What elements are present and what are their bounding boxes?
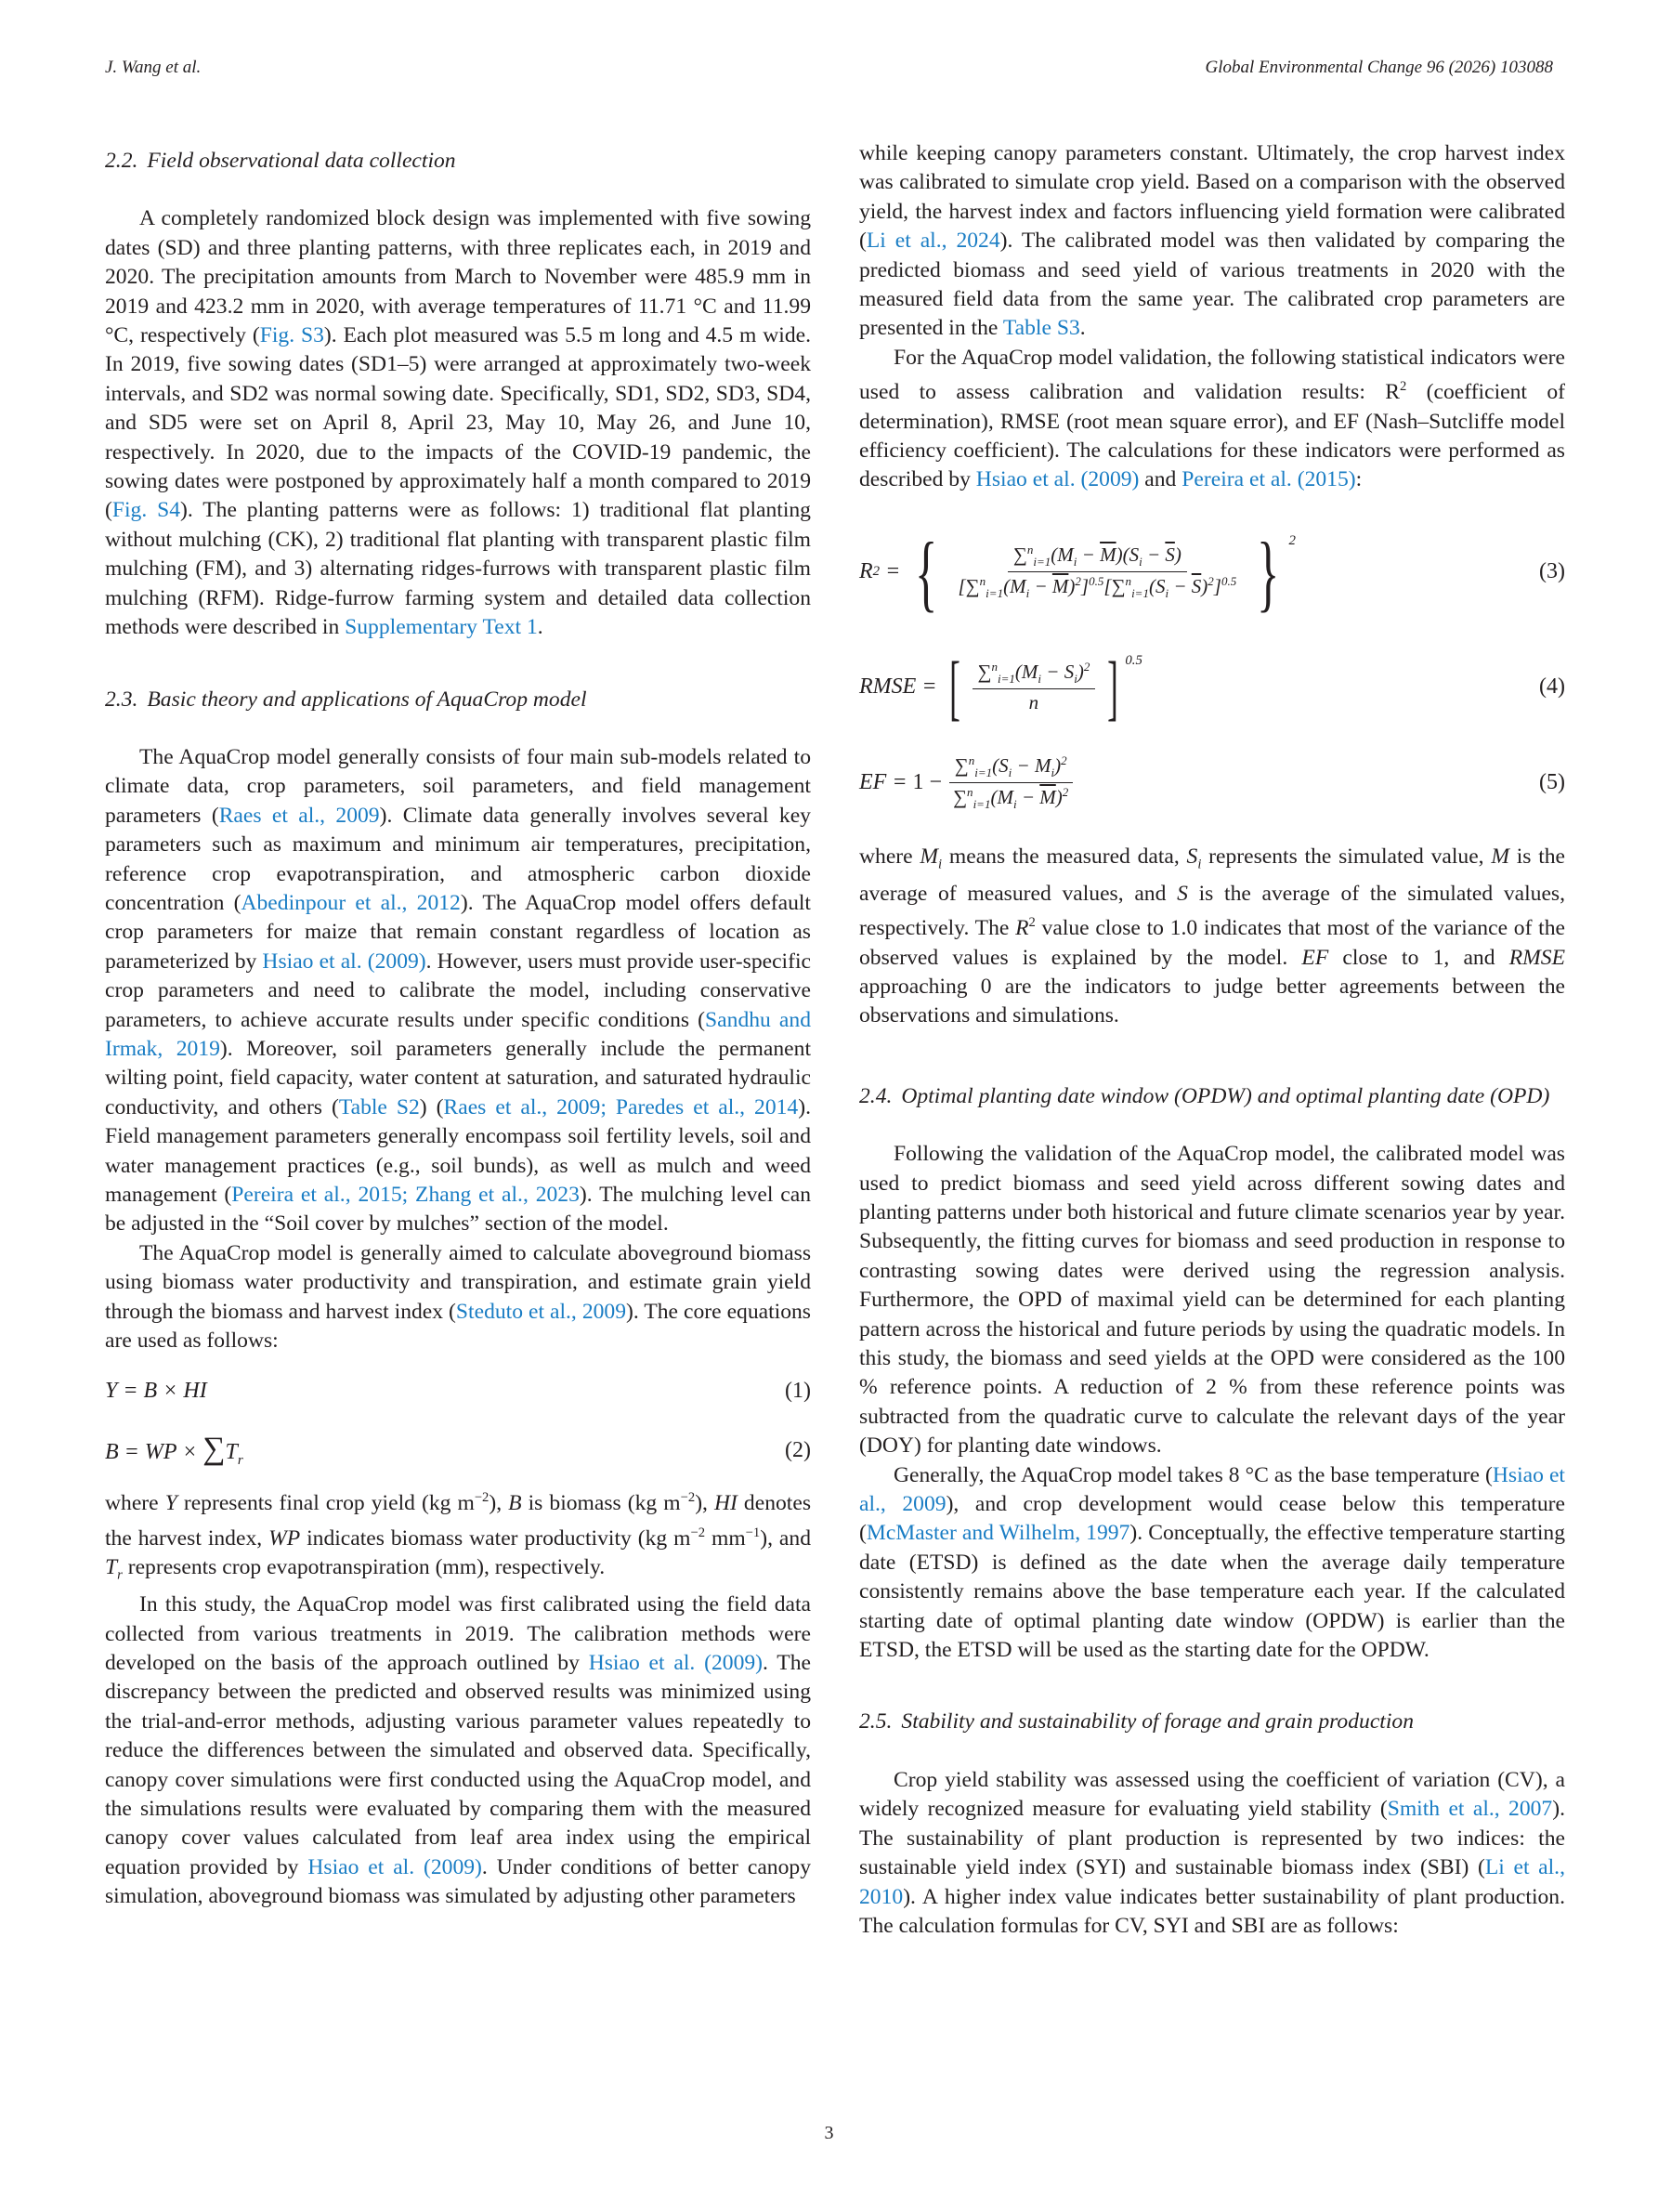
page-number: 3 (824, 2123, 834, 2143)
equation-5 (859, 744, 1565, 822)
equation-4-number: (4) (1539, 674, 1565, 700)
paragraph-base-temperature: Generally, the AquaCrop model takes 8 °C as the base temperature (Hsiao et al., 2009), and crop development would cease below this temperature (McMaster and Wilhelm, 1997). Conceptually, the effective temperature starting date (ETSD) is defined as the date when the average daily temperature consistently remains above the base temperature each year. If the calculated starting date of optimal planting date window (OPDW) is earlier than the ETSD, the ETSD will be used as the starting date for the OPDW. (859, 1462, 1565, 1663)
equation-5-number: (5) (1539, 770, 1565, 795)
equation-3-number: (3) (1539, 559, 1565, 584)
paragraph-opd: Following the validation of the AquaCrop model, the calibrated model was used to predict biomass and seed yield across different sowing dates and planting patterns under both historical and future climate scenarios year by year. Subsequently, the fitting curves for biomass and seed production in response to contrasting sowing dates were derived using the regression analysis. Furthermore, the OPD of maximal yield can be determined for each planting pattern across the historical and future periods by using the quadratic models. In this study, the biomass and seed yields at the OPD were considered as the 100 % reference points. A reduction of 2 % from these reference points was subtracted from the quadratic curve to calculate the relevant days of the year (DOY) for planting date windows. (859, 1142, 1565, 1459)
link-table-s3[interactable]: Table S3 (1002, 316, 1080, 341)
link-steduto-2009[interactable]: Steduto et al., 2009 (455, 1299, 627, 1324)
link-hsiao-2009-c[interactable]: Hsiao et al. (2009) (307, 1854, 482, 1879)
paragraph-calibration-continued: while keeping canopy parameters constant. Ultimately, the crop harvest index was calibrated to simulate crop yield. Based on a comparison with the observed yield, the harvest index and factors influencing yield formation were calibrated (Li et al., 2024). The calibrated model was then validated by comparing the predicted biomass and seed yield of various treatments in 2020 with the measured field data from the same year. The calibrated crop parameters are presented in the Table S3. (859, 141, 1566, 341)
section-heading-2-5: 2.5. Stability and sustainability of forage and grain production (859, 1709, 1414, 1734)
equation-2 (105, 1430, 811, 1471)
paragraph-stability: Crop yield stability was assessed using the coefficient of variation (CV), a widely recognized measure for evaluating yield stability (Smith et al., 2007). The sustainability of plant production is represented by two indices: the sustainable yield index (SYI) and sustainable biomass index (SBI) (Li et al., 2010). A higher index value indicates better sustainability of plant production. The calculation formulas for CV, SYI and SBI are as follows: (859, 1767, 1565, 1938)
equation-1-number: (1) (785, 1378, 811, 1403)
link-abedinpour-2012[interactable]: Abedinpour et al., 2012 (241, 890, 461, 915)
link-li-2010[interactable]: Li et al., 2010 (859, 1855, 1565, 1909)
link-pereira-2015[interactable]: Pereira et al. (2015) (1181, 467, 1356, 492)
equation-1-body: Y = B × HI (105, 1378, 207, 1403)
equation-3 (859, 521, 1565, 623)
equation-2-body: B = WP × $\sum T_r$ (105, 1431, 243, 1468)
link-pereira-zhang[interactable]: Pereira et al., 2015; Zhang et al., 2023 (231, 1183, 580, 1207)
link-fig-s3[interactable]: Fig. S3 (259, 323, 324, 348)
equation-4-body: RMSE = [ $\frac{\sum^n_{i=1}(M_i - S_i)^2}{n}$ ] $^{0.5}$ (859, 646, 1142, 727)
running-header-journal: Global Environmental Change 96 (2026) 103088 (1205, 58, 1553, 77)
link-smith-2007[interactable]: Smith et al., 2007 (1387, 1797, 1553, 1822)
link-li-2024[interactable]: Li et al., 2024 (866, 229, 1000, 254)
link-sandhu-irmak-2019[interactable]: Sandhu and Irmak, 2019 (105, 1007, 812, 1061)
paragraph-variable-definitions: where $M_i$ means the measured data, $S_i$ represents the simulated value, M is the average of measured values, and S is the average of the simulated values, respectively. The $R^2$ value close to 1.0 indicates that most of the variance of the observed values is explained by the model. EF close to 1, and RMSE approaching 0 are the indicators to judge better agreements between the observations and simulations. (859, 844, 1566, 1028)
paragraph-calibration: In this study, the AquaCrop model was first calibrated using the field data collected from various treatments in 2019. The calibration methods were developed on the basis of the approach outlined by Hsiao et al. (2009). The discrepancy between the predicted and observed results was minimized using the trial-and-error methods, adjusting various parameter values repeatedly to reduce the differences between the simulated and observed data. Specifically, canopy cover simulations were first conducted using the AquaCrop model, and the simulations results were evaluated by comparing them with the measured canopy cover values calculated from leaf area index using the empirical equation provided by Hsiao et al. (2009). Under conditions of better canopy simulation, aboveground biomass was simulated by adjusting other parameters (105, 1592, 811, 1909)
equation-3-body: R 2 = { $\frac{\sum^n_{i=1}(M_i - \overline{M})(S_i - \overline{S})}{[\sum^n_{i=1}(M_i - \overline{M})^2]^{0.5}[\sum^n_{i=1}(S_i - \overline{S})^2]^{0.5}}$ } $^2$ (859, 524, 1296, 620)
section-heading-2-4: 2.4. Optimal planting date window (OPDW) and optimal planting date (OPD) (859, 1083, 1550, 1108)
paragraph-biomass-calc: The AquaCrop model is generally aimed to calculate aboveground biomass using biomass water productivity and transpiration, and estimate grain yield through the biomass and harvest index (Steduto et al., 2009). The core equations are used as follows: (105, 1240, 811, 1354)
equation-1 (105, 1372, 811, 1409)
link-hsiao-2009-d[interactable]: Hsiao et al. (2009) (975, 467, 1140, 492)
section-heading-2-2: 2.2. Field observational data collection (105, 149, 456, 173)
link-hsiao-2009[interactable]: Hsiao et al. (2009) (262, 949, 426, 974)
paragraph-statistical-indicators: For the AquaCrop model validation, the following statistical indicators were used to assess calibration and validation results: $R^2$ (coefficient of determination), RMSE (root mean square error), and EF (Nash–Sutcliffe model efficiency coefficient). The calculations for these indicators were performed as described by Hsiao et al. (2009) and Pereira et al. (2015): (859, 345, 1565, 492)
section-heading-2-3: 2.3. Basic theory and applications of AquaCrop model (105, 687, 587, 712)
link-hsiao-2009-b[interactable]: Hsiao et al. (2009) (588, 1650, 764, 1675)
link-raes-paredes[interactable]: Raes et al., 2009; Paredes et al., 2014 (443, 1094, 799, 1119)
paragraph-field-data: A completely randomized block design was implemented with five sowing dates (SD) and three planting patterns, with three replicates each, in 2019 and 2020. The precipitation amounts from March to November were 485.9 mm in 2019 and 423.2 mm in 2020, with average temperatures of 11.71 °C and 11.99 °C, respectively (Fig. S3). Each plot measured was 5.5 m long and 4.5 m wide. In 2019, five sowing dates (SD1–5) were arranged at approximately two-week intervals, and SD2 was normal sowing date. Specifically, SD1, SD2, SD3, SD4, and SD5 were set on April 8, April 23, May 10, May 26, and June 10, respectively. In 2020, due to the impacts of the COVID-19 pandemic, the sowing dates were postponed by approximately half a month compared to 2019 (Fig. S4). The planting patterns were as follows: 1) traditional flat planting without mulching (CK), 2) traditional flat planting with transparent plastic film mulching (FM), and 3) alternating ridges-furrows with transparent plastic film mulching (RFM). Ridge-furrow farming system and detailed data collection methods were described in Supplementary Text 1. (105, 206, 811, 640)
equation-4 (859, 646, 1565, 729)
link-table-s2[interactable]: Table S2 (338, 1094, 420, 1119)
equation-5-body: EF = 1 − $\frac{\sum^n_{i=1}(S_i - M_i)^2}{\sum^n_{i=1}(M_i - \overline{M})^2}$ (859, 753, 1079, 812)
link-hsiao-2009-e[interactable]: Hsiao et al., 2009 (859, 1462, 1565, 1517)
link-supplementary-text-1[interactable]: Supplementary Text 1 (345, 615, 538, 640)
link-fig-s4[interactable]: Fig. S4 (111, 498, 181, 523)
left-column (105, 139, 811, 1912)
link-raes-2009[interactable]: Raes et al., 2009 (218, 803, 380, 828)
paragraph-equation-definitions: where Y represents final crop yield (kg $m^{-2}$), B is biomass (kg $m^{-2}$), HI denotes the harvest index, WP indicates biomass water productivity (kg $m^{-2}$ $mm^{-1}$), and $T_r$ represents crop evapotranspiration (mm), respectively. (105, 1490, 811, 1583)
running-header-authors: J. Wang et al. (105, 58, 202, 77)
right-column (859, 139, 1565, 1941)
paragraph-aquacrop-submodels: The AquaCrop model generally consists of four main sub-models related to climate data, crop parameters, soil parameters, and field management parameters (Raes et al., 2009). Climate data generally involves several key parameters such as maximum and minimum air temperatures, precipitation, reference crop evapotranspiration, and atmospheric carbon dioxide concentration (Abedinpour et al., 2012). The AquaCrop model offers default crop parameters for maize that remain constant regardless of location as parameterized by Hsiao et al. (2009). However, users must provide user-specific crop parameters and need to calibrate the model, including conservative parameters, to achieve accurate results under specific conditions (Sandhu and Irmak, 2019). Moreover, soil parameters generally include the permanent wilting point, field capacity, water content at saturation, and saturated hydraulic conductivity, and others (Table S2) (Raes et al., 2009; Paredes et al., 2014). Field management parameters generally encompass soil fertility levels, soil and water management practices (e.g., soil bunds), as well as mulch and weed management (Pereira et al., 2015; Zhang et al., 2023). The mulching level can be adjusted in the “Soil cover by mulches” section of the model. (105, 744, 812, 1237)
link-mcmaster-wilhelm-1997[interactable]: McMaster and Wilhelm, 1997 (866, 1521, 1130, 1546)
equation-2-number: (2) (785, 1437, 811, 1462)
